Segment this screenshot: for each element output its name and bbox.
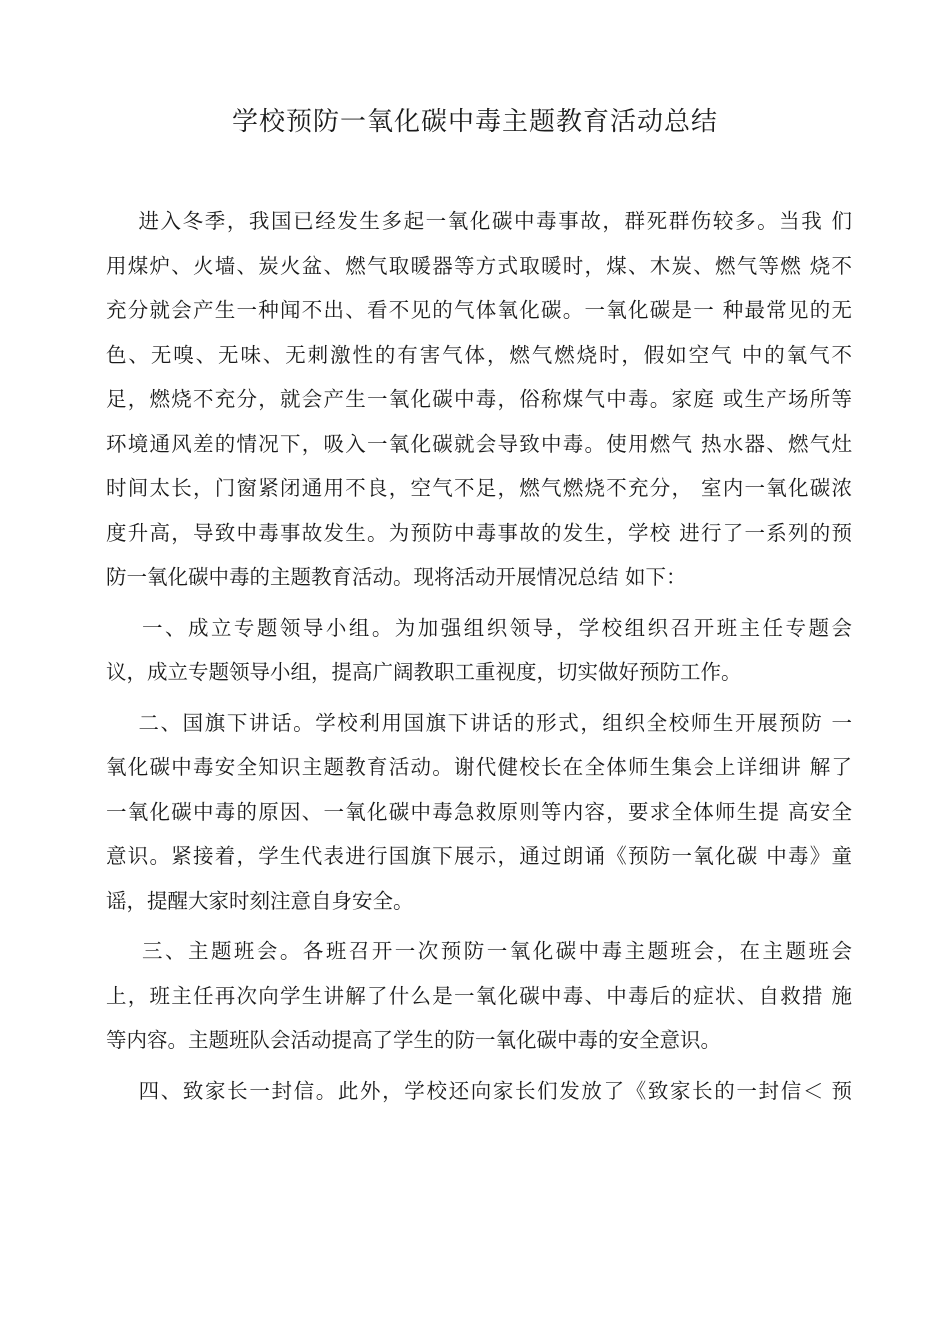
text-line: 谣，提醒大家时刻注意自身安全。	[106, 888, 414, 913]
text-line: 一氧化碳中毒的原因、一氧化碳中毒急救原则等内容，要求全体师生提 高安全	[106, 799, 852, 824]
text-line: 议，成立专题领导小组，提高广阔教职工重视度，切实做好预防工作。	[106, 660, 742, 684]
paragraph-section-1	[106, 606, 852, 695]
text-line: 一、成立专题领导小组。为加强组织领导，学校组织召开班主任专题会	[106, 615, 852, 640]
text-line: 进入冬季，我国已经发生多起一氧化碳中毒事故，群死群伤较多。当我 们	[106, 209, 852, 233]
text-line: 时间太长，门窗紧闭通用不良，空气不足，燃气燃烧不充分， 室内一氧化碳浓	[106, 476, 852, 500]
paragraph-section-2	[106, 701, 852, 924]
text-line: 意识。紧接着，学生代表进行国旗下展示，通过朗诵《预防一氧化碳 中毒》童	[106, 844, 852, 868]
text-line: 四、致家长一封信。此外，学校还向家长们发放了《致家长的一封信＜ 预	[106, 1078, 852, 1103]
text-line: 氧化碳中毒安全知识主题教育活动。谢代健校长在全体师生集会上详细讲 解了	[106, 755, 852, 779]
document-body	[106, 199, 852, 1113]
text-line: 用煤炉、火墙、炭火盆、燃气取暖器等方式取暖时，煤、木炭、燃气等燃 烧不	[106, 253, 852, 278]
text-line: 二、国旗下讲话。学校利用国旗下讲话的形式，组织全校师生开展预防 一	[106, 710, 852, 735]
text-line: 充分就会产生一种闻不出、看不见的气体氧化碳。一氧化碳是一 种最常见的无	[106, 298, 852, 322]
text-line: 防一氧化碳中毒的主题教育活动。现将活动开展情况总结 如下：	[106, 565, 687, 589]
document-title: 学校预防一氧化碳中毒主题教育活动总结	[231, 107, 718, 137]
text-line: 三、主题班会。各班召开一次预防一氧化碳中毒主题班会，在主题班会	[106, 939, 852, 963]
text-line: 上，班主任再次向学生讲解了什么是一氧化碳中毒、中毒后的症状、自救措 施	[106, 983, 852, 1008]
text-line: 足，燃烧不充分，就会产生一氧化碳中毒，俗称煤气中毒。家庭 或生产场所等	[106, 387, 852, 411]
text-line: 等内容。主题班队会活动提高了学生的防一氧化碳中毒的安全意识。	[106, 1028, 721, 1052]
paragraph-intro	[106, 199, 852, 600]
text-line: 环境通风差的情况下，吸入一氧化碳就会导致中毒。使用燃气 热水器、燃气灶	[106, 431, 852, 456]
text-line: 色、无嗅、无味、无刺激性的有害气体，燃气燃烧时，假如空气 中的氧气不	[106, 342, 852, 367]
text-line: 度升高，导致中毒事故发生。为预防中毒事故的发生，学校 进行了一系列的预	[106, 520, 852, 545]
paragraph-section-3	[106, 929, 852, 1063]
paragraph-section-4	[106, 1069, 852, 1114]
